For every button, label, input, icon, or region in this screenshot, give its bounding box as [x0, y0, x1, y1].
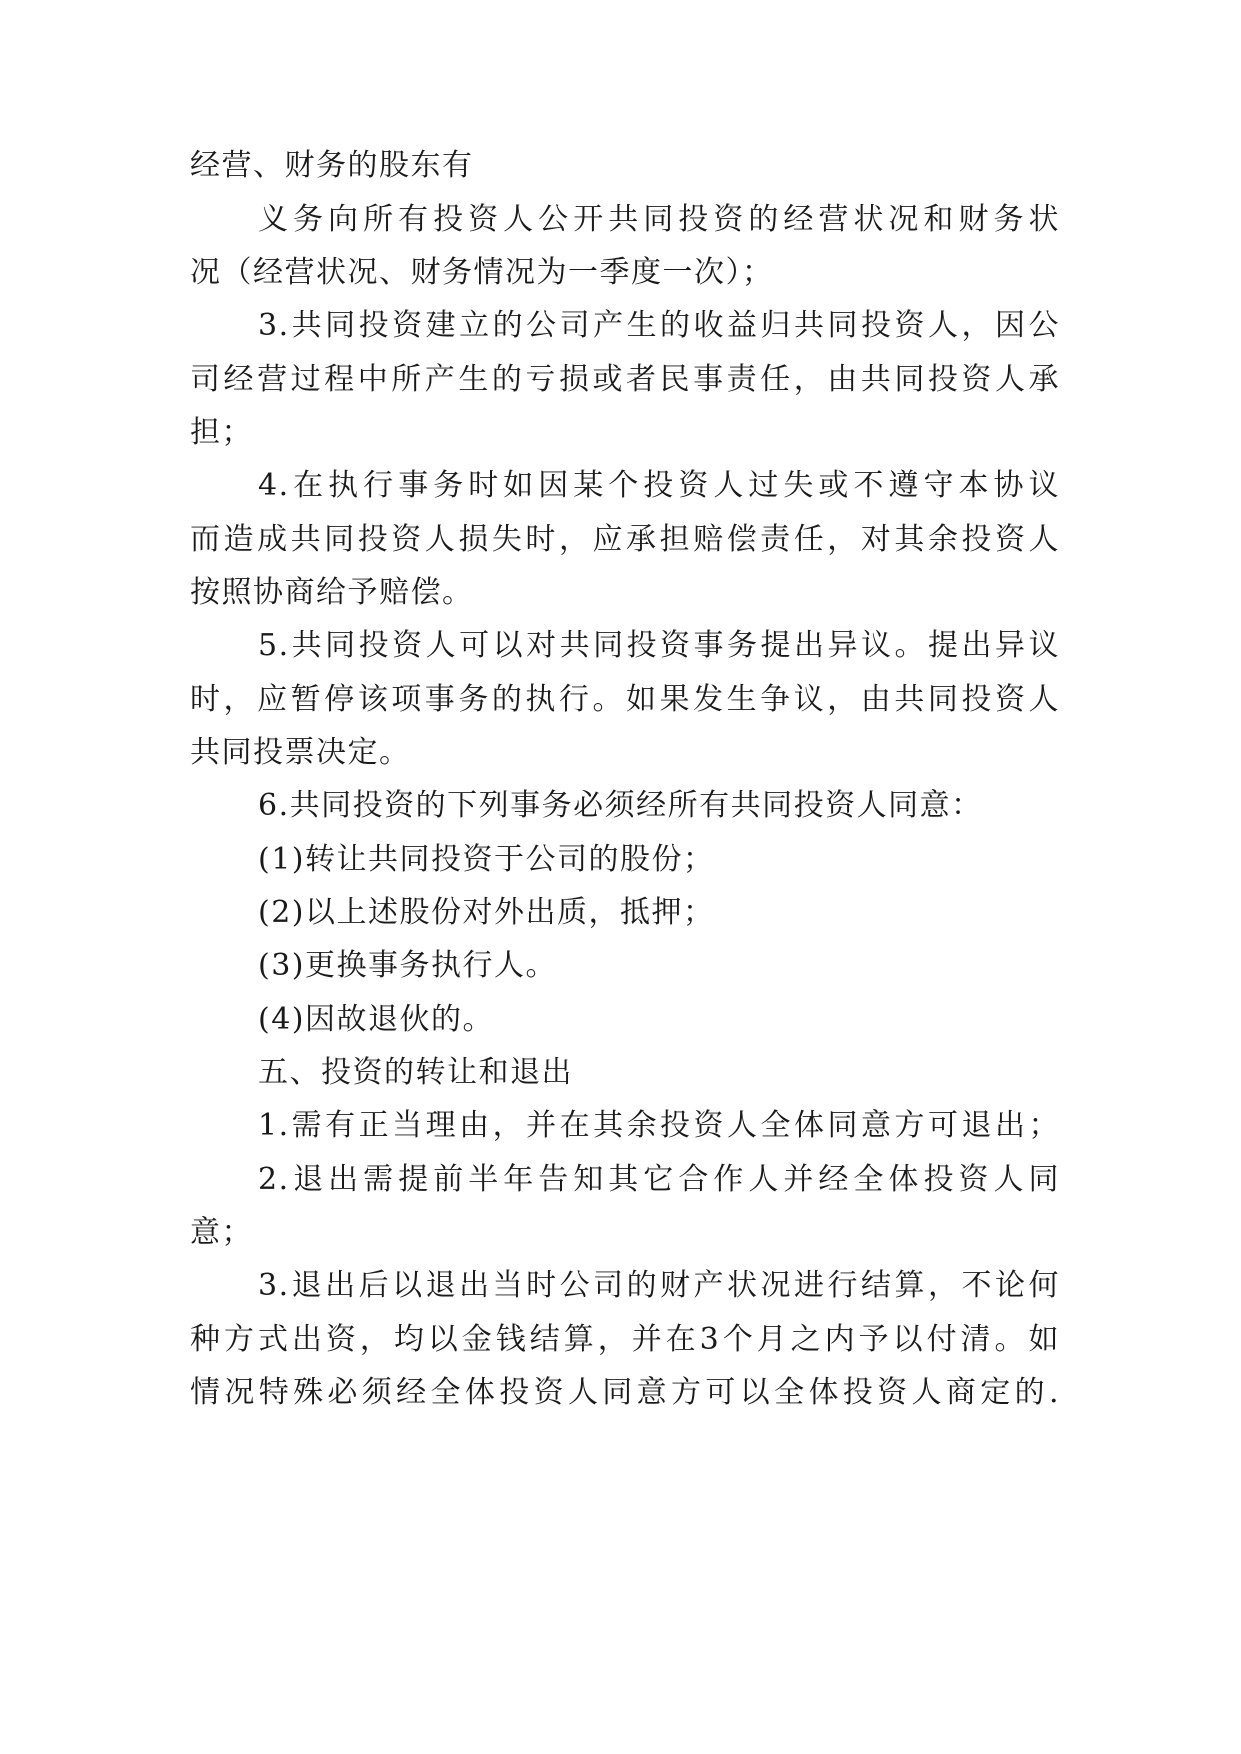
text-line: 3.共同投资建立的公司产生的收益归共同投资人，因公 [258, 308, 1060, 343]
text-line: (1)转让共同投资于公司的股份； [258, 842, 715, 877]
text-line: 时，应暂停该项事务的执行。如果发生争议，由共同投资人 [190, 682, 1060, 717]
text-line: (3)更换事务执行人。 [258, 948, 557, 983]
text-line: 3.退出后以退出当时公司的财产状况进行结算，不论何 [258, 1268, 1060, 1303]
section-heading: 五、投资的转让和退出 [258, 1055, 573, 1090]
text-line: 担； [190, 415, 253, 450]
text-line: 5.共同投资人可以对共同投资事务提出异议。提出异议 [258, 628, 1060, 663]
text-line: 情况特殊必须经全体投资人同意方可以全体投资人商定的. [190, 1375, 1060, 1410]
text-line: 4.在执行事务时如因某个投资人过失或不遵守本协议 [258, 468, 1060, 503]
text-line: 义务向所有投资人公开共同投资的经营状况和财务状 [258, 202, 1060, 237]
text-line: 况（经营状况、财务情况为一季度一次）； [190, 255, 774, 290]
text-line: (2)以上述股份对外出质，抵押； [258, 895, 715, 930]
text-line: (4)因故退伙的。 [258, 1002, 494, 1037]
text-line: 6.共同投资的下列事务必须经所有共同投资人同意： [258, 788, 983, 823]
text-line: 种方式出资，均以金钱结算，并在3个月之内予以付清。如 [190, 1322, 1060, 1357]
text-line: 1.需有正当理由，并在其余投资人全体同意方可退出； [258, 1108, 1060, 1143]
text-line: 共同投票决定。 [190, 735, 411, 770]
text-line: 意； [190, 1215, 253, 1250]
text-line: 而造成共同投资人损失时，应承担赔偿责任，对其余投资人 [190, 522, 1060, 557]
text-line: 按照协商给予赔偿。 [190, 575, 474, 610]
text-line: 经营、财务的股东有 [190, 148, 474, 183]
text-line: 2.退出需提前半年告知其它合作人并经全体投资人同 [258, 1162, 1060, 1197]
text-line: 司经营过程中所产生的亏损或者民事责任，由共同投资人承 [190, 362, 1060, 397]
